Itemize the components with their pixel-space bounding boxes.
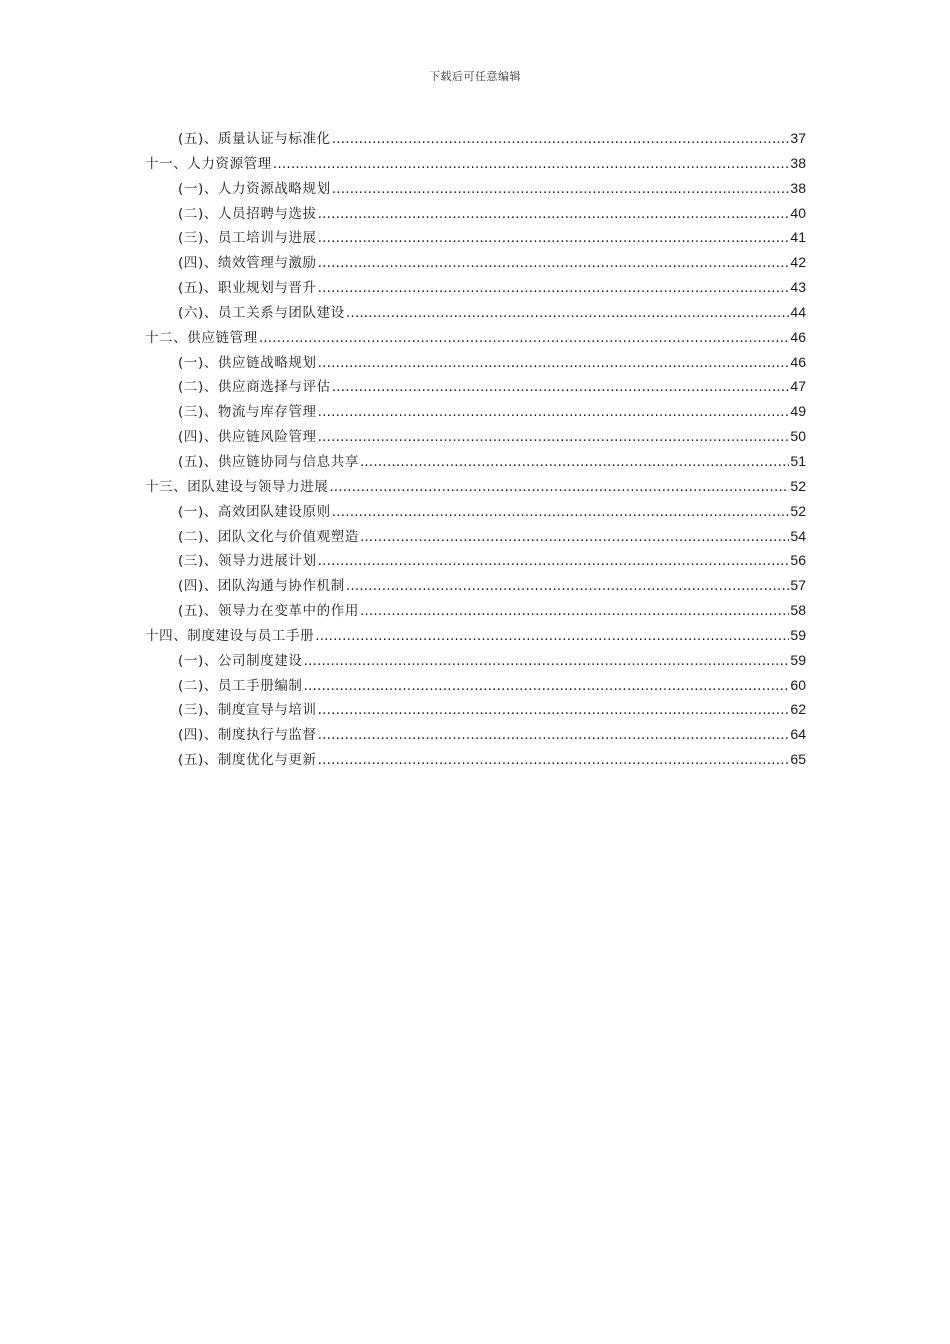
toc-leader-dots	[318, 723, 790, 747]
toc-entry-page: 42	[790, 254, 806, 271]
toc-entry-page: 51	[790, 452, 806, 469]
toc-chapter[interactable]	[145, 151, 806, 176]
toc-entry-page: 57	[790, 577, 806, 594]
toc-entry-title: (六)、员工关系与团队建设	[178, 304, 345, 321]
toc-entry[interactable]	[145, 697, 806, 722]
toc-chapter-page: 38	[790, 154, 806, 171]
toc-entry-title: (三)、领导力进展计划	[178, 553, 317, 570]
toc-chapter[interactable]	[145, 325, 806, 350]
toc-entry-page: 62	[790, 701, 806, 718]
toc-leader-dots	[304, 674, 790, 698]
toc-leader-dots	[346, 574, 790, 598]
toc-leader-dots	[318, 698, 790, 722]
toc-entry-title: (二)、员工手册编制	[178, 677, 303, 694]
toc-entry[interactable]	[145, 548, 806, 573]
toc-entry[interactable]	[145, 524, 806, 549]
toc-entry[interactable]	[145, 300, 806, 325]
toc-leader-dots	[315, 624, 789, 648]
toc-leader-dots	[318, 549, 790, 573]
toc-entry-page: 47	[790, 378, 806, 395]
toc-entry-page: 59	[790, 651, 806, 668]
toc-leader-dots	[318, 748, 790, 772]
toc-leader-dots	[273, 152, 790, 176]
toc-entry-title: (一)、高效团队建设原则	[178, 503, 331, 520]
toc-entry-page: 41	[790, 229, 806, 246]
toc-chapter-page: 52	[790, 477, 806, 494]
toc-leader-dots	[360, 599, 789, 623]
toc-leader-dots	[318, 351, 790, 375]
toc-leader-dots	[259, 326, 790, 350]
toc-entry-page: 54	[790, 527, 806, 544]
toc-entry-title: (四)、团队沟通与协作机制	[178, 578, 345, 595]
toc-entry[interactable]	[145, 673, 806, 698]
toc-chapter-page: 59	[790, 626, 806, 643]
table-of-contents	[145, 126, 806, 772]
toc-leader-dots	[360, 450, 789, 474]
toc-leader-dots	[318, 425, 790, 449]
toc-leader-dots	[329, 475, 789, 499]
toc-entry[interactable]	[145, 424, 806, 449]
toc-leader-dots	[332, 375, 790, 399]
toc-chapter[interactable]	[145, 474, 806, 499]
toc-entry[interactable]	[145, 350, 806, 375]
toc-entry[interactable]	[145, 201, 806, 226]
toc-entry-title: (五)、职业规划与晋升	[178, 280, 317, 297]
toc-entry-page: 43	[790, 279, 806, 296]
toc-leader-dots	[332, 177, 790, 201]
toc-leader-dots	[318, 226, 790, 250]
toc-entry-page: 50	[790, 428, 806, 445]
toc-entry-title: (三)、员工培训与进展	[178, 230, 317, 247]
toc-entry-page: 58	[790, 602, 806, 619]
toc-entry-title: (四)、制度执行与监督	[178, 727, 317, 744]
toc-leader-dots	[318, 251, 790, 275]
toc-entry[interactable]	[145, 598, 806, 623]
toc-entry-title: (二)、人员招聘与选拔	[178, 205, 317, 222]
toc-leader-dots	[360, 525, 789, 549]
toc-entry[interactable]	[145, 374, 806, 399]
toc-chapter-title: 十二、供应链管理	[145, 329, 258, 346]
toc-entry[interactable]	[145, 250, 806, 275]
toc-chapter-page: 46	[790, 328, 806, 345]
toc-entry-title: (一)、人力资源战略规划	[178, 180, 331, 197]
toc-chapter-title: 十一、人力资源管理	[145, 155, 272, 172]
toc-entry-page: 49	[790, 403, 806, 420]
toc-entry-page: 44	[790, 303, 806, 320]
page-header: 下载后可任意编辑	[429, 70, 521, 83]
toc-leader-dots	[304, 649, 790, 673]
toc-chapter-title: 十四、制度建设与员工手册	[145, 627, 315, 644]
toc-entry-page: 40	[790, 204, 806, 221]
toc-leader-dots	[318, 276, 790, 300]
toc-entry-title: (五)、领导力在变革中的作用	[178, 603, 359, 620]
toc-entry-page: 52	[790, 502, 806, 519]
toc-entry-page: 64	[790, 726, 806, 743]
toc-entry-title: (二)、供应商选择与评估	[178, 379, 331, 396]
toc-entry[interactable]	[145, 126, 806, 151]
toc-entry[interactable]	[145, 225, 806, 250]
toc-entry-page: 60	[790, 676, 806, 693]
toc-leader-dots	[346, 301, 790, 325]
toc-entry-title: (四)、供应链风险管理	[178, 429, 317, 446]
toc-entry-title: (三)、制度宣导与培训	[178, 702, 317, 719]
toc-leader-dots	[318, 400, 790, 424]
toc-leader-dots	[332, 127, 790, 151]
toc-chapter-title: 十三、团队建设与领导力进展	[145, 478, 329, 495]
toc-entry-page: 37	[790, 130, 806, 146]
toc-entry-title: (五)、质量认证与标准化	[178, 131, 331, 147]
toc-leader-dots	[318, 202, 790, 226]
toc-entry-page: 46	[790, 353, 806, 370]
toc-entry-title: (一)、供应链战略规划	[178, 354, 317, 371]
toc-chapter[interactable]	[145, 623, 806, 648]
toc-entry-page: 38	[790, 179, 806, 196]
toc-entry[interactable]	[145, 499, 806, 524]
toc-entry[interactable]	[145, 275, 806, 300]
toc-entry-title: (一)、公司制度建设	[178, 652, 303, 669]
toc-entry-page: 56	[790, 552, 806, 569]
toc-entry[interactable]	[145, 399, 806, 424]
toc-entry-title: (二)、团队文化与价值观塑造	[178, 528, 359, 545]
toc-entry-title: (五)、供应链协同与信息共享	[178, 453, 359, 470]
toc-entry[interactable]	[145, 747, 806, 772]
toc-entry[interactable]	[145, 449, 806, 474]
toc-entry-page: 65	[790, 751, 806, 768]
toc-entry-title: (四)、绩效管理与激励	[178, 255, 317, 272]
toc-entry-title: (三)、物流与库存管理	[178, 404, 317, 421]
toc-entry[interactable]	[145, 176, 806, 201]
toc-entry-title: (五)、制度优化与更新	[178, 752, 317, 769]
toc-entry[interactable]	[145, 648, 806, 673]
toc-entry[interactable]	[145, 573, 806, 598]
toc-entry[interactable]	[145, 722, 806, 747]
toc-leader-dots	[332, 500, 790, 524]
